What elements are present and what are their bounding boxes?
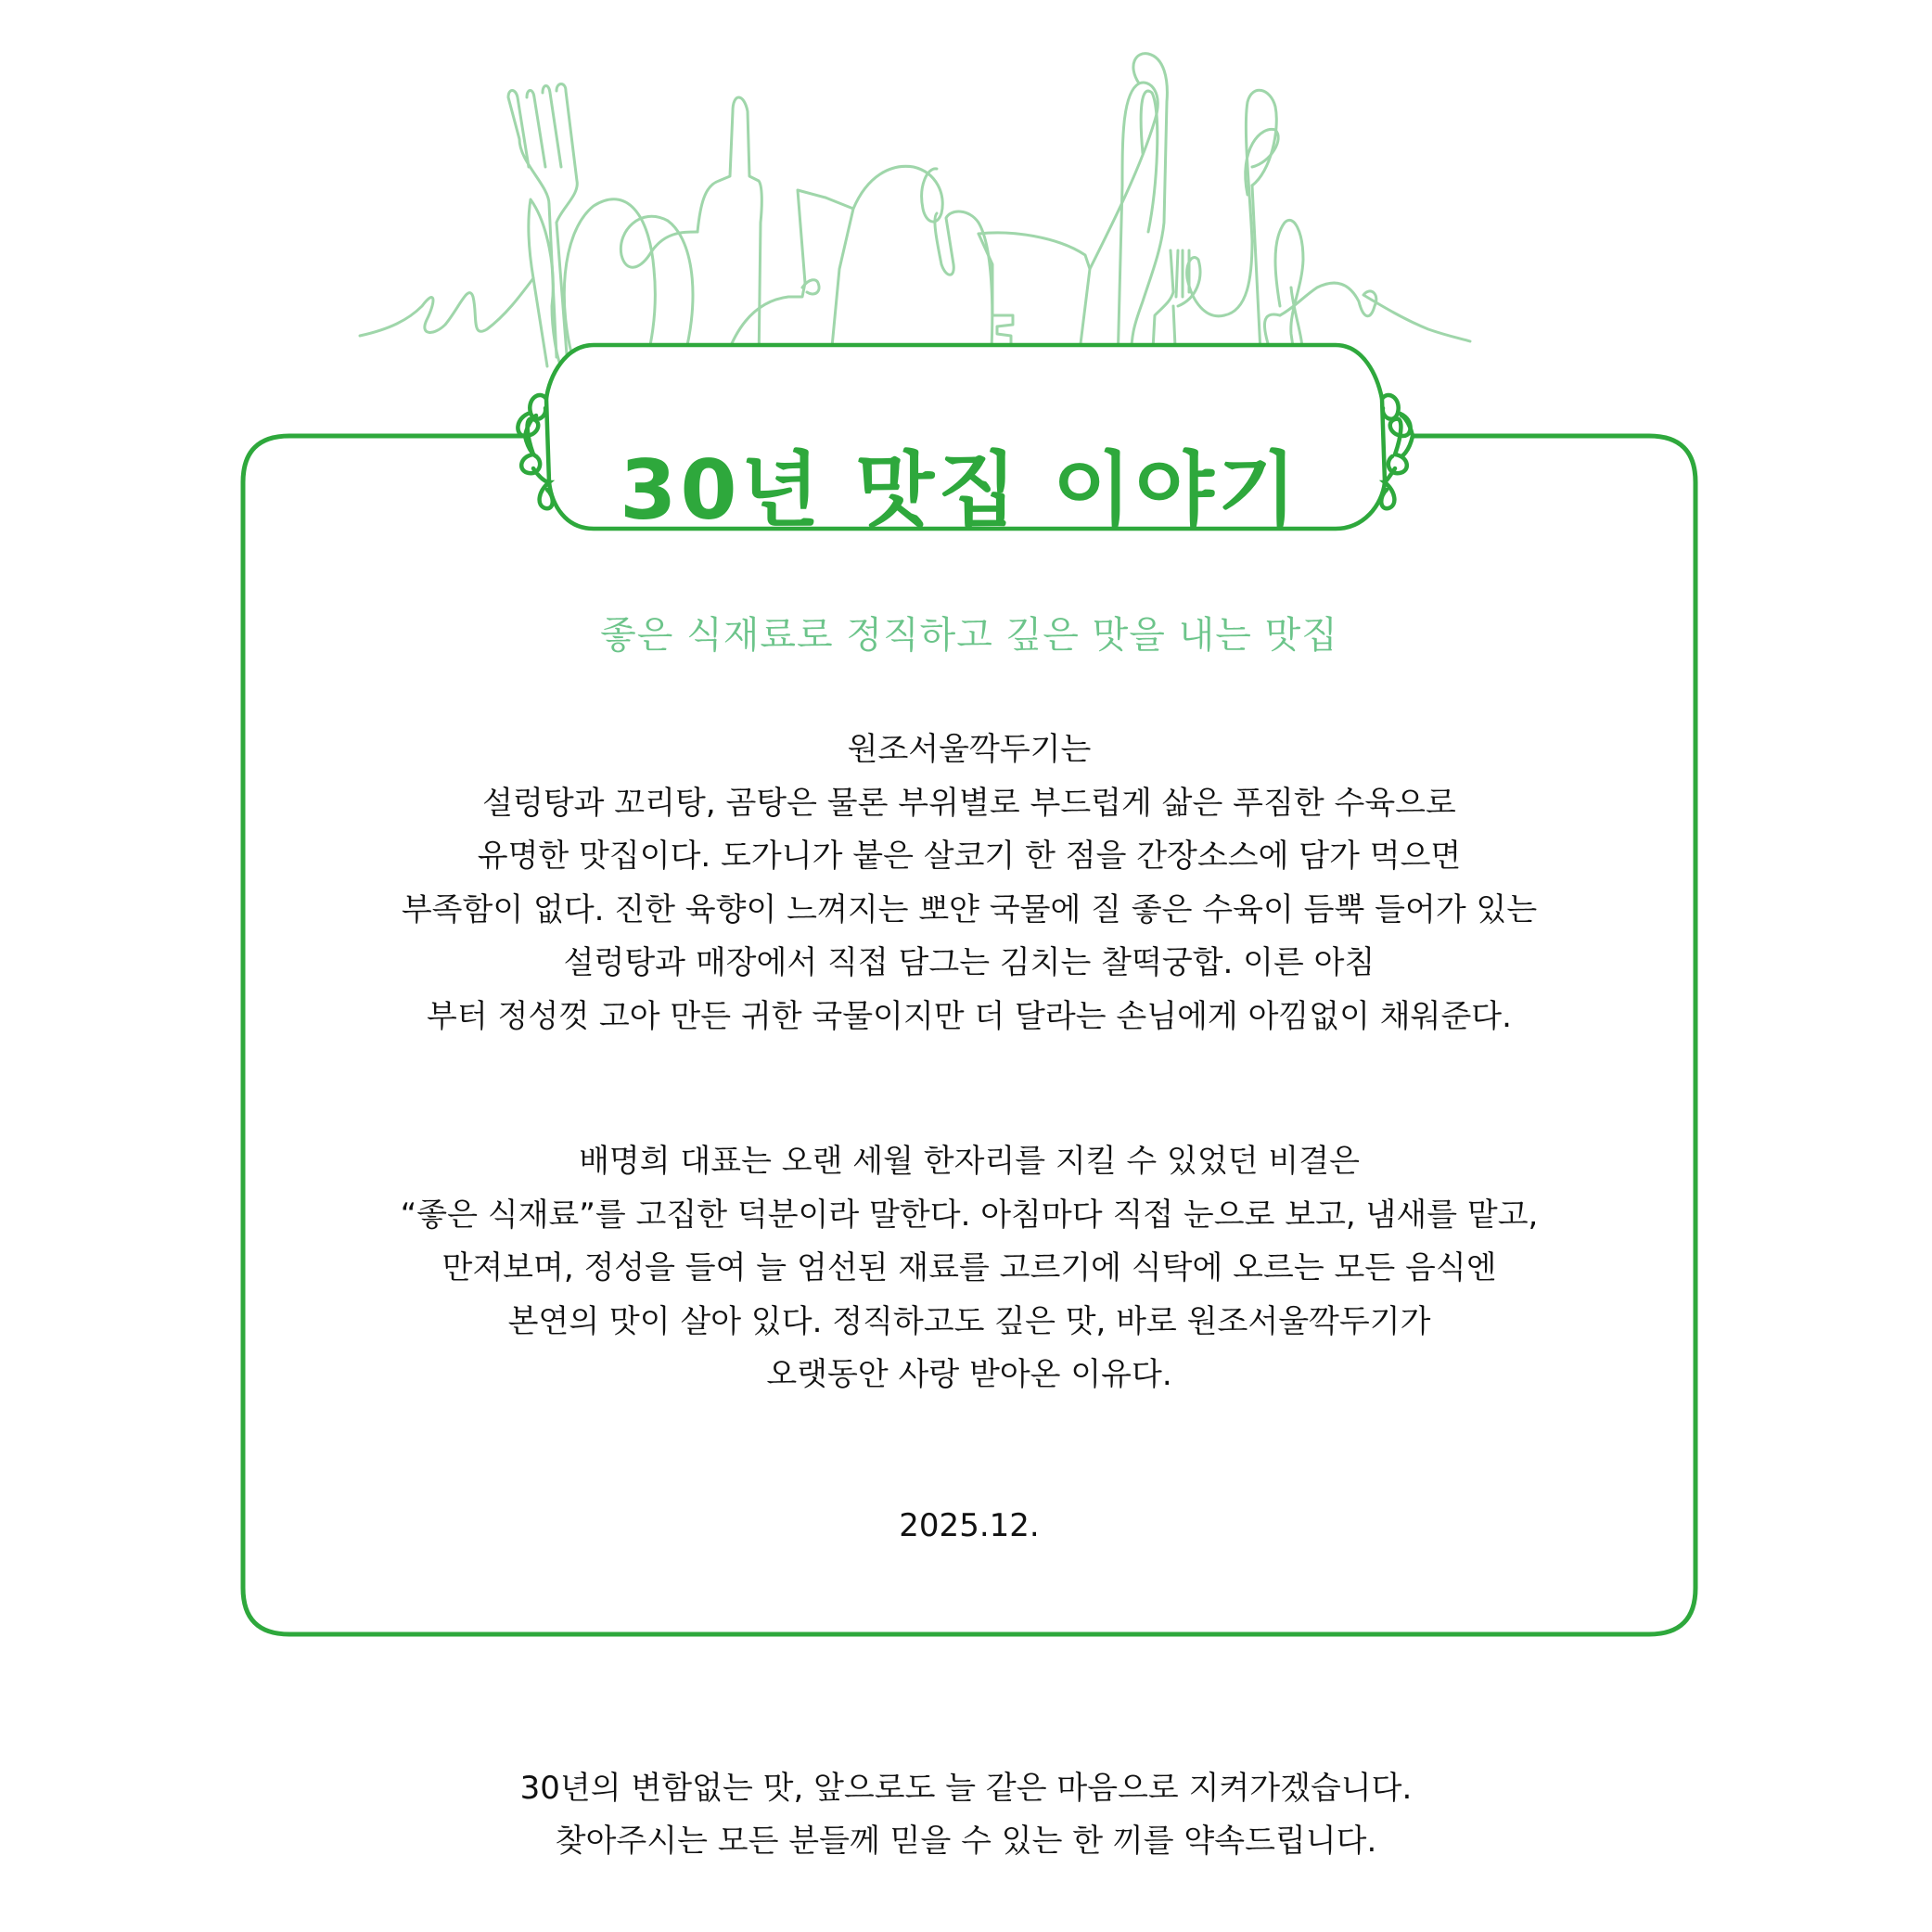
paragraph-line: 유명한 맛집이다. 도가니가 붙은 살코기 한 점을 간장소스에 담가 먹으면 (477, 838, 1462, 875)
page-title: 30년 맛집 이야기 (620, 441, 1300, 538)
paragraph-line: 본연의 맛이 살아 있다. 정직하고도 깊은 맛, 바로 원조서울깍두기가 (507, 1302, 1431, 1340)
paragraph-line: 설렁탕과 꼬리탕, 곰탕은 물론 부위별로 부드럽게 삶은 푸짐한 수육으로 (482, 784, 1456, 822)
story-paragraph-2 (243, 1135, 1695, 1402)
footer-line: 30년의 변함없는 맛, 앞으로도 늘 같은 마음으로 지켜가겠습니다. (519, 1770, 1413, 1807)
footer-line: 찾아주시는 모든 분들께 믿을 수 있는 한 끼를 약속드립니다. (555, 1823, 1377, 1860)
paragraph-line: 원조서울깍두기는 (847, 731, 1092, 768)
kitchen-utensils-line-art-icon (360, 54, 1470, 371)
paragraph-line: 오랫동안 사랑 받아온 이유다. (766, 1356, 1172, 1393)
paragraph-line: 부터 정성껏 고아 만든 귀한 국물이지만 더 달라는 손님에게 아낌없이 채워준다. (427, 997, 1512, 1035)
paragraph-line: 부족함이 없다. 진한 육향이 느껴지는 뽀얀 국물에 질 좋은 수육이 듬뿍 들어가 있는 (401, 890, 1538, 928)
subtitle: 좋은 식재료로 정직하고 깊은 맛을 내는 맛집 (600, 614, 1338, 657)
footer-message (0, 1762, 1932, 1868)
paragraph-line: 만져보며, 정성을 들여 늘 엄선된 재료를 고르기에 식탁에 오르는 모든 음식엔 (441, 1249, 1497, 1286)
paragraph-line: 배명희 대표는 오랜 세월 한자리를 지킬 수 있었던 비결은 (579, 1143, 1360, 1180)
story-paragraph-1 (243, 723, 1695, 1043)
date-stamp: 2025.12. (899, 1507, 1040, 1544)
paragraph-line: 설렁탕과 매장에서 직접 담그는 김치는 찰떡궁합. 이른 아침 (563, 944, 1375, 981)
paragraph-line: “좋은 식재료”를 고집한 덕분이라 말한다. 아침마다 직접 눈으로 보고, 냄새를 맡고, (400, 1196, 1539, 1234)
